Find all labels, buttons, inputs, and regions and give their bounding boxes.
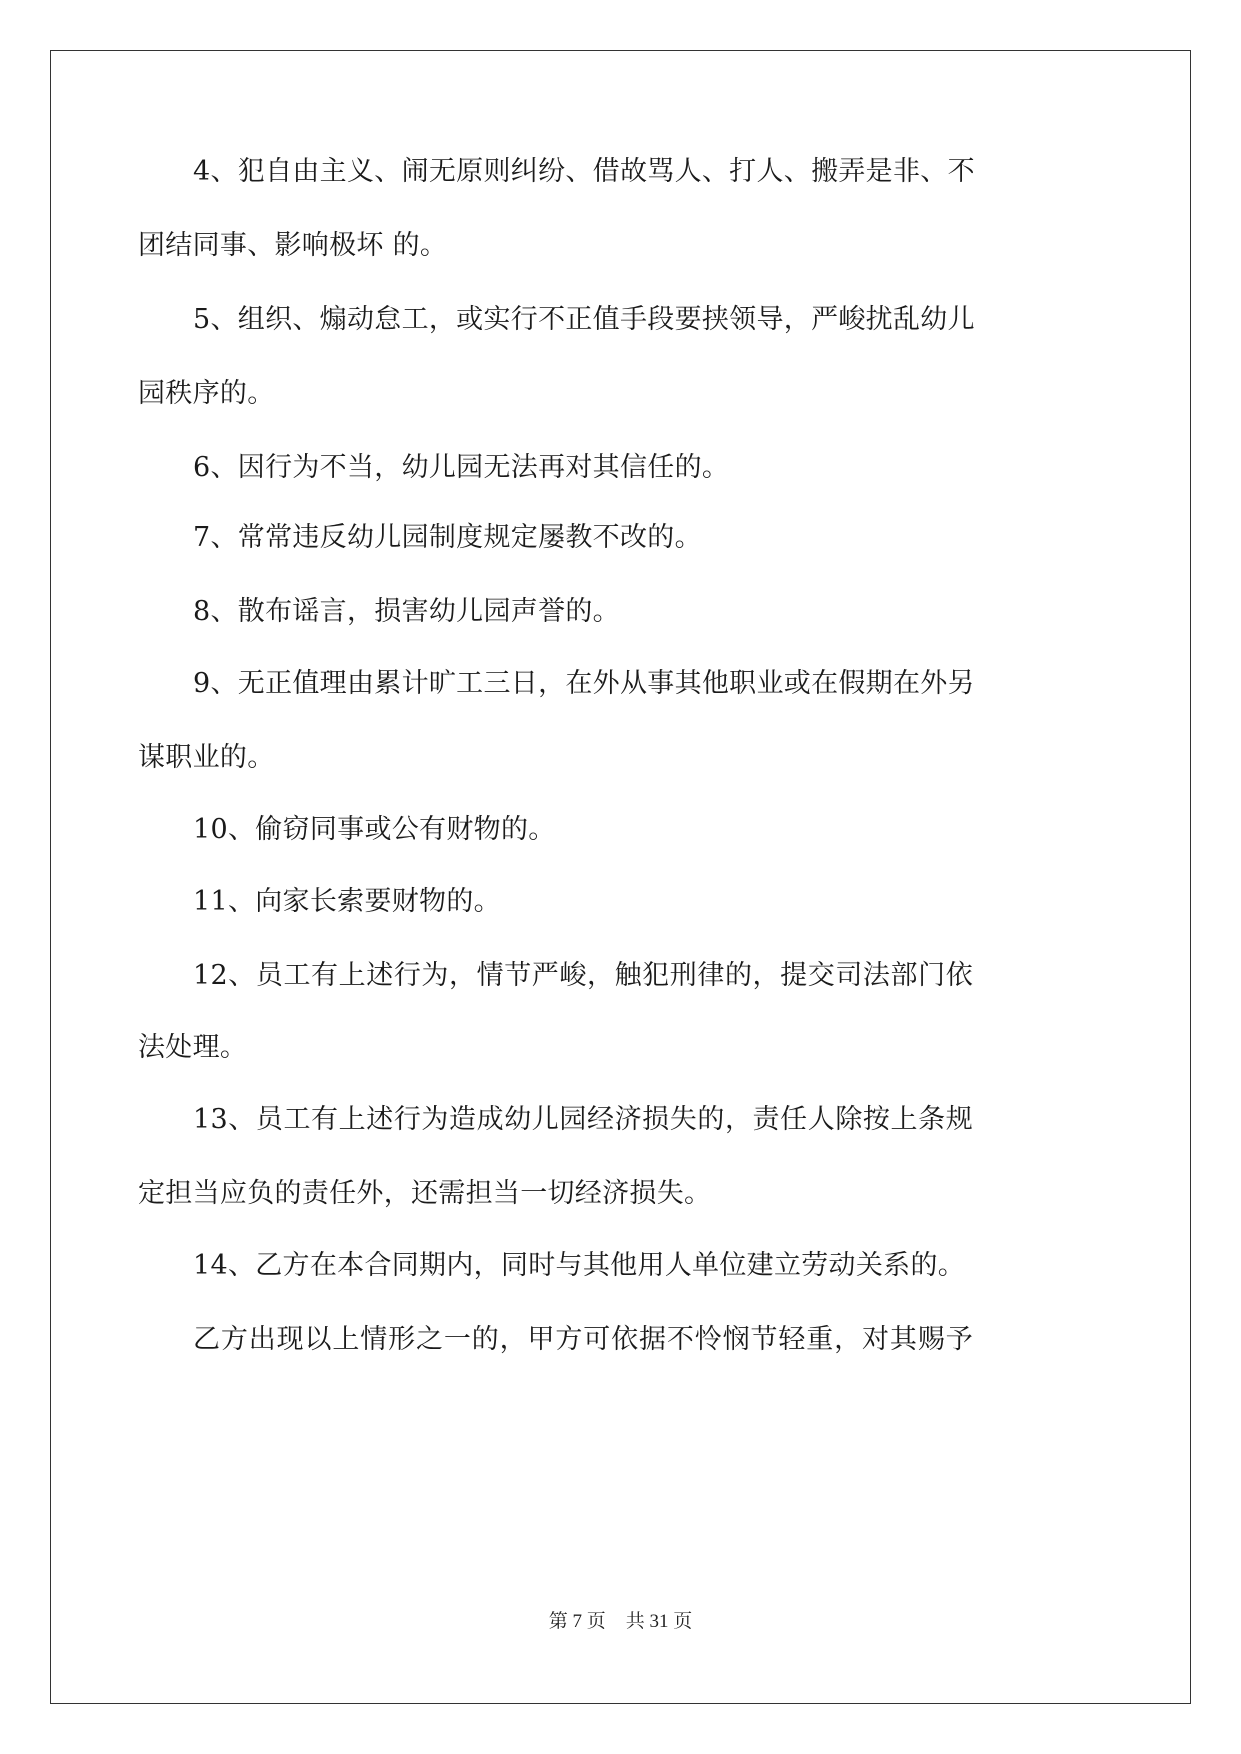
paragraph-line: 14、乙方在本合同期内，同时与其他用人单位建立劳动关系的。 bbox=[193, 1250, 966, 1281]
paragraph-line: 园秩序的。 bbox=[138, 378, 275, 409]
paragraph-line: 乙方出现以上情形之一的，甲方可依据不怜悯节轻重，对其赐予 bbox=[193, 1324, 973, 1355]
total-page-count: 共 31 页 bbox=[625, 1611, 693, 1632]
current-page-number: 第 7 页 bbox=[548, 1611, 606, 1632]
paragraph-line: 7、常常违反幼儿园制度规定屡教不改的。 bbox=[193, 522, 702, 553]
paragraph-line: 11、向家长索要财物的。 bbox=[193, 886, 501, 917]
page-footer bbox=[0, 1610, 1241, 1634]
paragraph-line: 12、员工有上述行为，情节严峻，触犯刑律的，提交司法部门依 bbox=[193, 960, 973, 991]
paragraph-line: 10、偷窃同事或公有财物的。 bbox=[193, 814, 556, 845]
paragraph-line: 6、因行为不当，幼儿园无法再对其信任的。 bbox=[193, 452, 730, 483]
paragraph-line: 4、犯自由主义、闹无原则纠纷、借故骂人、打人、搬弄是非、不 bbox=[193, 156, 975, 187]
page-border bbox=[50, 50, 1191, 1704]
paragraph-line: 5、组织、煽动怠工，或实行不正值手段要挟领导，严峻扰乱幼儿 bbox=[193, 304, 975, 335]
paragraph-line: 法处理。 bbox=[138, 1032, 248, 1063]
paragraph-line: 谋职业的。 bbox=[138, 742, 275, 773]
paragraph-line: 团结同事、影响极坏 的。 bbox=[138, 230, 448, 261]
paragraph-line: 9、无正值理由累计旷工三日，在外从事其他职业或在假期在外另 bbox=[193, 668, 975, 699]
paragraph-line: 13、员工有上述行为造成幼儿园经济损失的，责任人除按上条规 bbox=[193, 1104, 973, 1135]
paragraph-line: 定担当应负的责任外，还需担当一切经济损失。 bbox=[138, 1178, 712, 1209]
paragraph-line: 8、散布谣言，损害幼儿园声誉的。 bbox=[193, 596, 620, 627]
